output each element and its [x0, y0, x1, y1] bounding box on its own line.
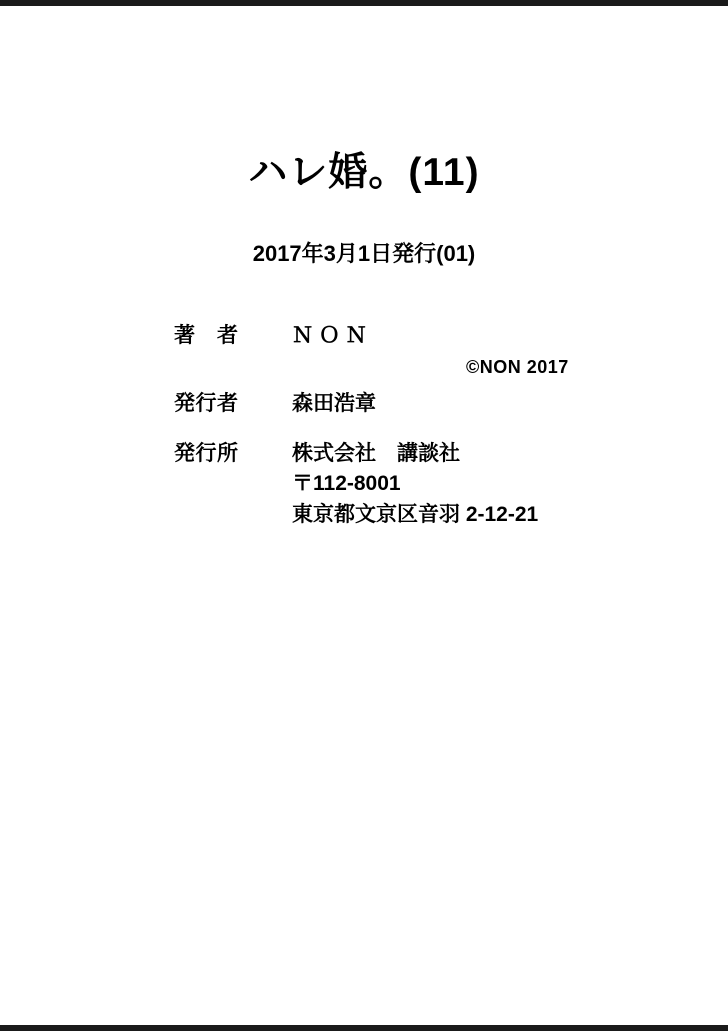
credit-value-publisher: 株式会社 講談社 [292, 441, 460, 465]
page-title: ハレ婚。(11) [248, 151, 480, 194]
credit-row-publisher [174, 438, 728, 530]
colophon-block [0, 150, 728, 536]
bottom-border-rule [0, 1025, 728, 1031]
top-border-rule [0, 0, 728, 6]
publisher-details [292, 438, 538, 530]
publisher-postal-code: 〒112-8001 [292, 472, 401, 496]
publisher-street-address: 東京都文京区音羽 2-12-21 [292, 502, 539, 526]
credit-value-author: Ｎ Ｏ Ｎ [292, 323, 367, 347]
publication-date: 2017年3月1日発行(01) [252, 240, 476, 266]
credit-value-publisher-person: 森田浩章 [292, 392, 376, 416]
credit-label-publisher: 発行所 [174, 441, 239, 465]
credit-row-author [174, 320, 728, 352]
credits-list [0, 320, 728, 530]
credit-label-publisher-person: 発行者 [174, 392, 239, 416]
credit-label-author: 著 者 [174, 323, 239, 347]
copyright-notice: ©NON 2017 [466, 357, 569, 378]
credit-row-publisher-person [174, 388, 728, 420]
